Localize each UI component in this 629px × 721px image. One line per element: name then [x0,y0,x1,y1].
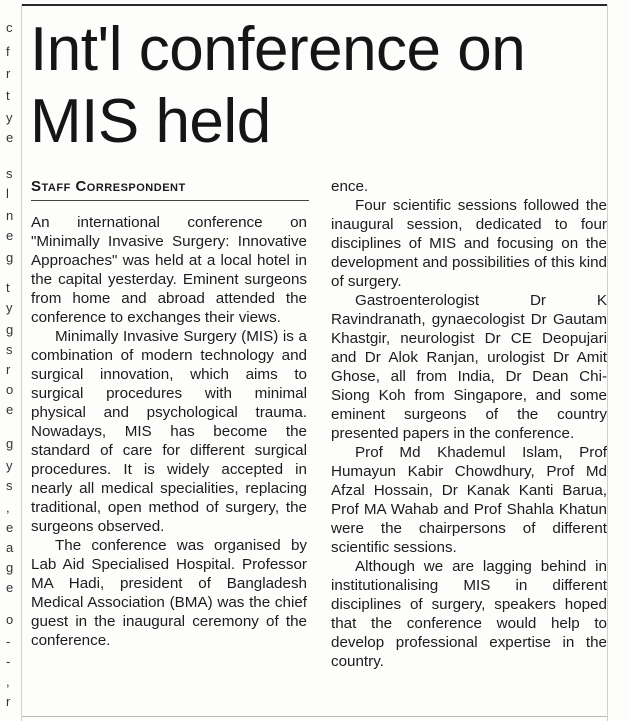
gutter-letter: s [6,166,13,181]
gutter-letter: f [6,44,10,59]
gutter-letter: s [6,342,13,357]
column-rule-left [21,4,22,721]
gutter-letter: g [6,322,14,337]
paragraph: Although we are lagging behind in institutionalising MIS in different disciplines of surgery, speakers hoped that the conference would help to develop professional expertise in the country. [331,558,607,670]
gutter-letter: y [6,458,13,473]
gutter-letter: l [6,186,9,201]
gutter-letter: r [6,66,11,81]
gutter-letter: e [6,402,14,417]
gutter-letter: e [6,228,14,243]
gutter-letter: e [6,520,14,535]
headline: Int'l conference on MIS held [30,15,526,156]
gutter-letter: r [6,362,11,377]
gutter-letter: n [6,208,14,223]
gutter-letter: e [6,580,14,595]
paragraph: An international conference on "Minimally Invasive Surgery: Innovative Approaches" was held at a local hotel in the capital yesterday. Eminent surgeons from home and abroad attended the conference to exchanges their views. [31,214,307,326]
gutter-letter: r [6,694,11,709]
paragraph-continuation: ence. [331,178,369,195]
byline-rule [31,200,309,201]
paragraph: Gastroenterologist Dr K Ravindranath, gynaecologist Dr Gautam Khastgir, neurologist Dr CE Deopujari and Dr Alok Ranjan, urologist Dr Amit Ghose, all from India, Dr Dean Chi-Siong Koh from Singapore, and some eminent surgeons of the country presented papers in the conference. [331,292,607,442]
gutter-letter: c [6,20,13,35]
gutter-letter: y [6,110,13,125]
bottom-rule [22,716,607,717]
gutter-letter: e [6,130,14,145]
paragraph: The conference was organised by Lab Aid Specialised Hospital. Professor MA Hadi, president of Bangladesh Medical Association (BMA) was the chief guest in the inaugural ceremony of the conference. [31,537,307,649]
paragraph: Prof Md Khademul Islam, Prof Humayun Kabir Chowdhury, Prof Md Afzal Hossain, Dr Kanak Kanti Barua, Prof MA Wahab and Prof Shahla Khatun were the chairpersons of different scientific sessions. [331,444,607,556]
gutter-letter: a [6,540,14,555]
gutter-letter: s [6,478,13,493]
gutter-letter: o [6,382,14,397]
gutter-letter: y [6,300,13,315]
paragraph: Minimally Invasive Surgery (MIS) is a combination of modern technology and surgical innovation, which aims to surgical procedures with minimal physical and psychological trauma. Nowadays, MIS has become the standard of care for different surgical procedures. It is widely accepted in nearly all medical specialities, replacing traditional, open method of surgery, the surgeons observed. [31,328,307,535]
gutter-letter: t [6,280,10,295]
gutter-letter: g [6,560,14,575]
gutter-letter: - [6,654,11,669]
byline: Staff Correspondent [31,178,186,195]
gutter-letter: g [6,436,14,451]
adjacent-column-fragment [0,0,20,721]
column-rule-right [607,4,608,721]
gutter-letter: , [6,500,10,515]
top-rule [22,4,607,6]
article-column-left [31,213,307,650]
gutter-letter: , [6,674,10,689]
gutter-letter: t [6,88,10,103]
gutter-letter: o [6,612,14,627]
gutter-letter: g [6,250,14,265]
gutter-letter: - [6,634,11,649]
paragraph: Four scientific sessions followed the inaugural session, dedicated to four disciplines of MIS and focusing on the development and possibilities of this kind of surgery. [331,197,607,290]
article-column-right [331,177,607,671]
